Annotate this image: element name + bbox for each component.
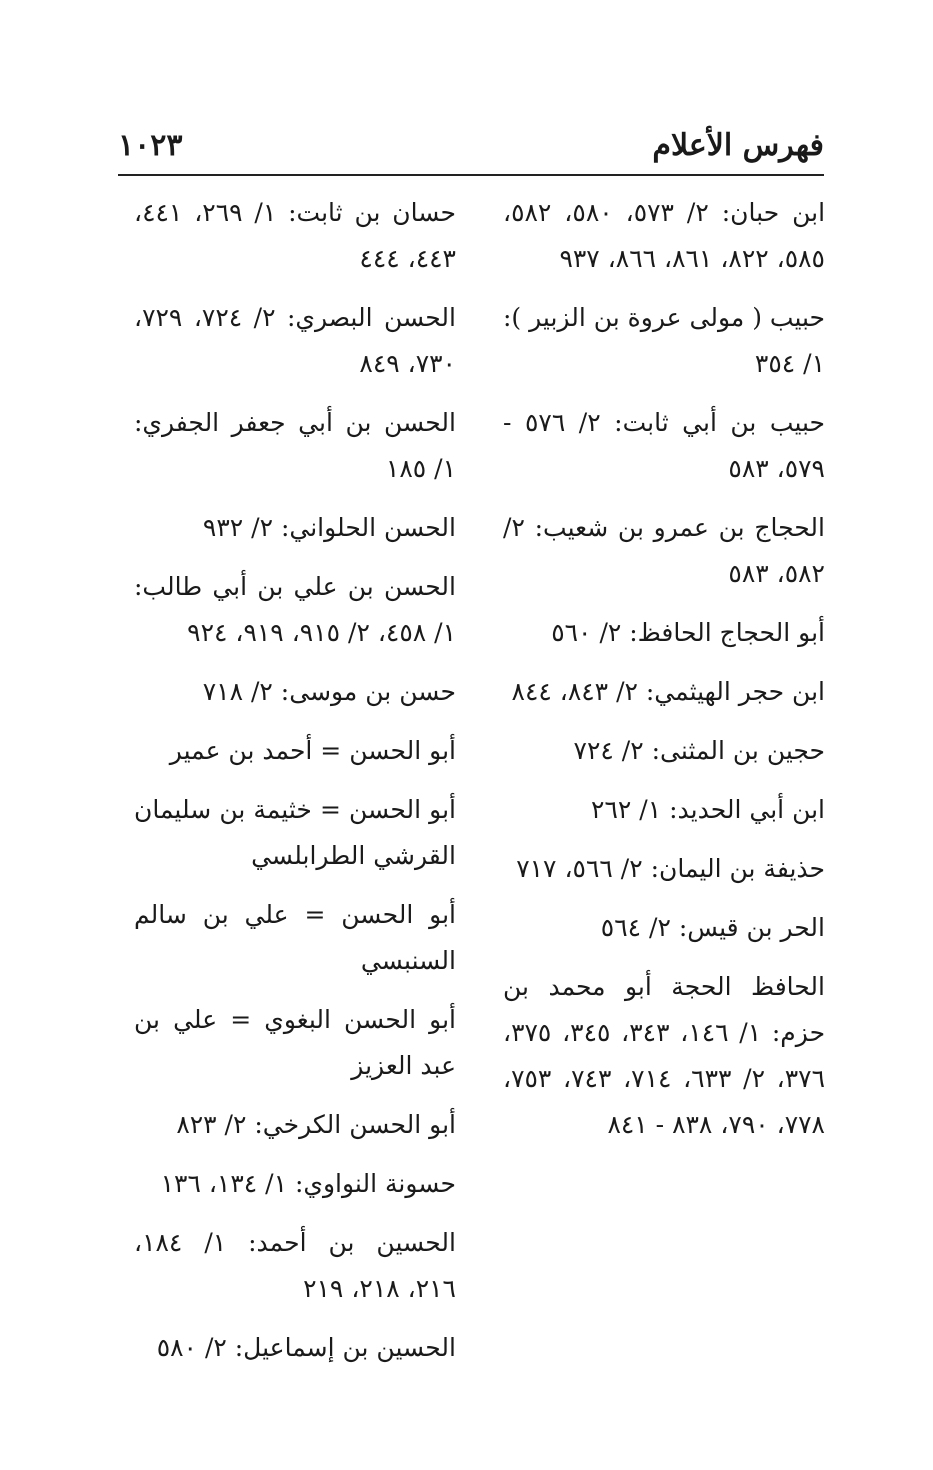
index-entry: أبو الحسن = أحمد بن عمير bbox=[169, 736, 456, 765]
index-entry: أبو الحسن = خثيمة بن سليمان القرشي الطرابلسي bbox=[134, 795, 456, 870]
index-entry: أبو الحجاج الحافظ: ٢/ ٥٦٠ bbox=[551, 618, 825, 647]
index-entry: أبو الحسن الكرخي: ٢/ ٨٢٣ bbox=[176, 1110, 456, 1139]
index-entry: حبيب بن أبي ثابت: ٢/ ٥٧٦ - ٥٧٩، ٥٨٣ bbox=[503, 408, 825, 483]
index-entry: حسن بن موسى: ٢/ ٧١٨ bbox=[202, 677, 456, 706]
header-rule bbox=[118, 174, 824, 176]
index-entry: الحسن البصري: ٢/ ٧٢٤، ٧٢٩، ٧٣٠، ٨٤٩ bbox=[134, 303, 456, 378]
page-header bbox=[118, 122, 824, 172]
right-column bbox=[503, 190, 825, 1161]
page-number: ١٠٢٣ bbox=[118, 128, 183, 163]
index-entry: حبيب ( مولى عروة بن الزبير ): ١/ ٣٥٤ bbox=[503, 303, 825, 378]
index-entry: الحسين بن أحمد: ١/ ١٨٤، ٢١٦، ٢١٨، ٢١٩ bbox=[134, 1228, 456, 1303]
index-entry: حسونة النواوي: ١/ ١٣٤، ١٣٦ bbox=[160, 1169, 456, 1198]
index-entry: أبو الحسن البغوي = علي بن عبد العزيز bbox=[134, 1005, 456, 1080]
index-entry: حجين بن المثنى: ٢/ ٧٢٤ bbox=[573, 736, 825, 765]
index-entry: حذيفة بن اليمان: ٢/ ٥٦٦، ٧١٧ bbox=[516, 854, 825, 883]
index-entry: ابن حجر الهيثمي: ٢/ ٨٤٣، ٨٤٤ bbox=[511, 677, 825, 706]
index-entry: أبو الحسن = علي بن سالم السنبسي bbox=[134, 900, 456, 975]
index-entry: ابن أبي الحديد: ١/ ٢٦٢ bbox=[591, 795, 825, 824]
index-entry: حسان بن ثابت: ١/ ٢٦٩، ٤٤١، ٤٤٣، ٤٤٤ bbox=[134, 198, 457, 273]
page-title: فهرس الأعلام bbox=[652, 128, 824, 163]
index-entry: الحسين بن إسماعيل: ٢/ ٥٨٠ bbox=[156, 1333, 456, 1362]
left-column bbox=[134, 190, 456, 1384]
index-entry: ابن حبان: ٢/ ٥٧٣، ٥٨٠، ٥٨٢، ٥٨٥، ٨٢٢، ٨٦١، ٨٦٦، ٩٣٧ bbox=[503, 198, 826, 273]
index-entry: الحسن بن أبي جعفر الجفري: ١/ ١٨٥ bbox=[134, 408, 456, 483]
index-entry: الحسن بن علي بن أبي طالب: ١/ ٤٥٨، ٢/ ٩١٥، ٩١٩، ٩٢٤ bbox=[134, 572, 456, 647]
index-entry: الحر بن قيس: ٢/ ٥٦٤ bbox=[600, 913, 825, 942]
index-entry: الحجاج بن عمرو بن شعيب: ٢/ ٥٨٢، ٥٨٣ bbox=[503, 513, 825, 588]
index-entry: الحافظ الحجة أبو محمد بن حزم: ١/ ١٤٦، ٣٤٣، ٣٤٥، ٣٧٥، ٣٧٦، ٢/ ٦٣٣، ٧١٤، ٧٤٣، ٧٥٣، ٧٧٨، ٧٩٠، ٨٣٨ - ٨٤١ bbox=[503, 972, 826, 1139]
index-entry: الحسن الحلواني: ٢/ ٩٣٢ bbox=[202, 513, 456, 542]
